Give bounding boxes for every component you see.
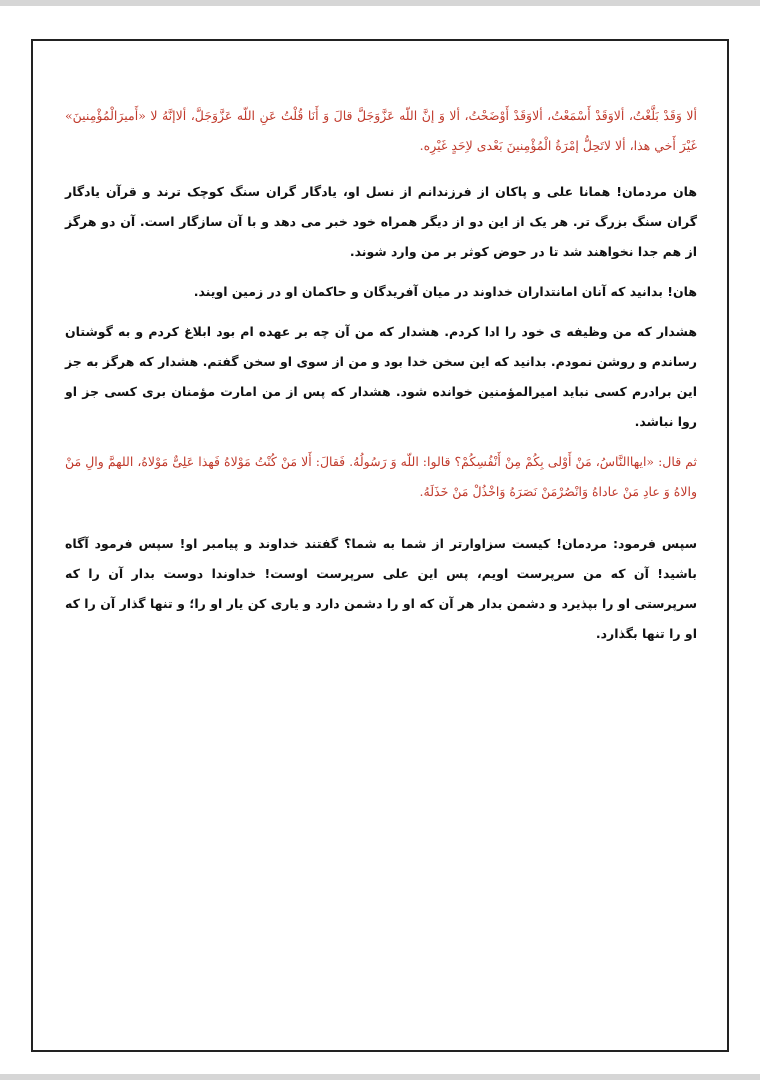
persian-paragraph: سپس فرمود: مردمان! کیست سزاوارتر از شما به شما؟ گفتند خداوند و پیامبر او! سپس فرمود آگاه باشید! آن که من سرپرست اویم، پس این علی سرپرست اوست! خداوندا دوست بدار آن را که سرپرستی او را بپذیرد و دشمن بدار هر آن که او را دشمن دارد و یاری کن یار او را؛ و تنها گذار آن را که او را تنها بگذارد. <box>65 536 697 641</box>
persian-paragraph: هان مردمان! همانا علی و پاکان از فرزندانم از نسل او، یادگار گران سنگ کوچک ترند و قرآن یادگار گران سنگ بزرگ تر. هر یک از این دو از دیگر همراه خود خبر می دهد و با آن سازگار است. آن دو هرگز از هم جدا نخواهند شد تا در حوض کوثر بر من وارد شوند. <box>65 184 697 259</box>
document-body <box>65 101 697 665</box>
persian-paragraph: هشدار که من وظیفه ی خود را ادا کردم. هشدار که من آن چه بر عهده ام بود ابلاغ کردم و به گوشتان رساندم و روشن نمودم. بدانید که این سخن خدا بود و من از سوی او سخن گفتم. هشدار که هرگز به جز این برادرم کسی نباید امیرالمؤمنین خوانده شود. هشدار که پس از من امارت مؤمنان بری کسی جز او روا نباشد. <box>65 324 697 429</box>
arabic-quote-paragraph: ألا وَقَدْ بَلَّغْتُ، ألاوَقَدْ أَسْمَعْتُ، ألاوَقَدْ أَوْضَحْتُ، ألا وَ إنَّ اللّه عَزَّوَجَلَّ قالَ وَ أَنَا قُلْتُ عَنِ اللّه عَزَّوَجَلَّ، ألاإنَّهُ لا «أَميرَالْمُؤْمِنينَ» غَيْرَ أَخي هذا، ألا لاتَحِلُّ إمْرَةُ الْمُؤْمِنينَ بَعْدى لاِحَدٍ غَيْرِه. <box>65 108 697 153</box>
page-border-frame <box>31 39 729 1052</box>
arabic-quote-paragraph: ثم قال: «ايهاالنَّاسُ، مَنْ أَوْلى بِكُمْ مِنْ أَنْفُسِكُمْ؟ قالوا: اللّه وَ رَسُولُهُ. فَقالَ: أَلا مَنْ كُنْتُ مَوْلاهُ فَهذا عَلِىٌّ مَوْلاهُ، اللهمَّ والِ مَنْ والاهُ وَ عادِ مَنْ عاداهُ وَانْصُرْمَنْ نَصَرَهُ وَاخْذُلْ مَنْ خَذَلَهُ. <box>65 454 697 499</box>
persian-paragraph: هان! بدانید که آنان امانتداران خداوند در میان آفریدگان و حاکمان او در زمین اویند. <box>193 284 697 299</box>
